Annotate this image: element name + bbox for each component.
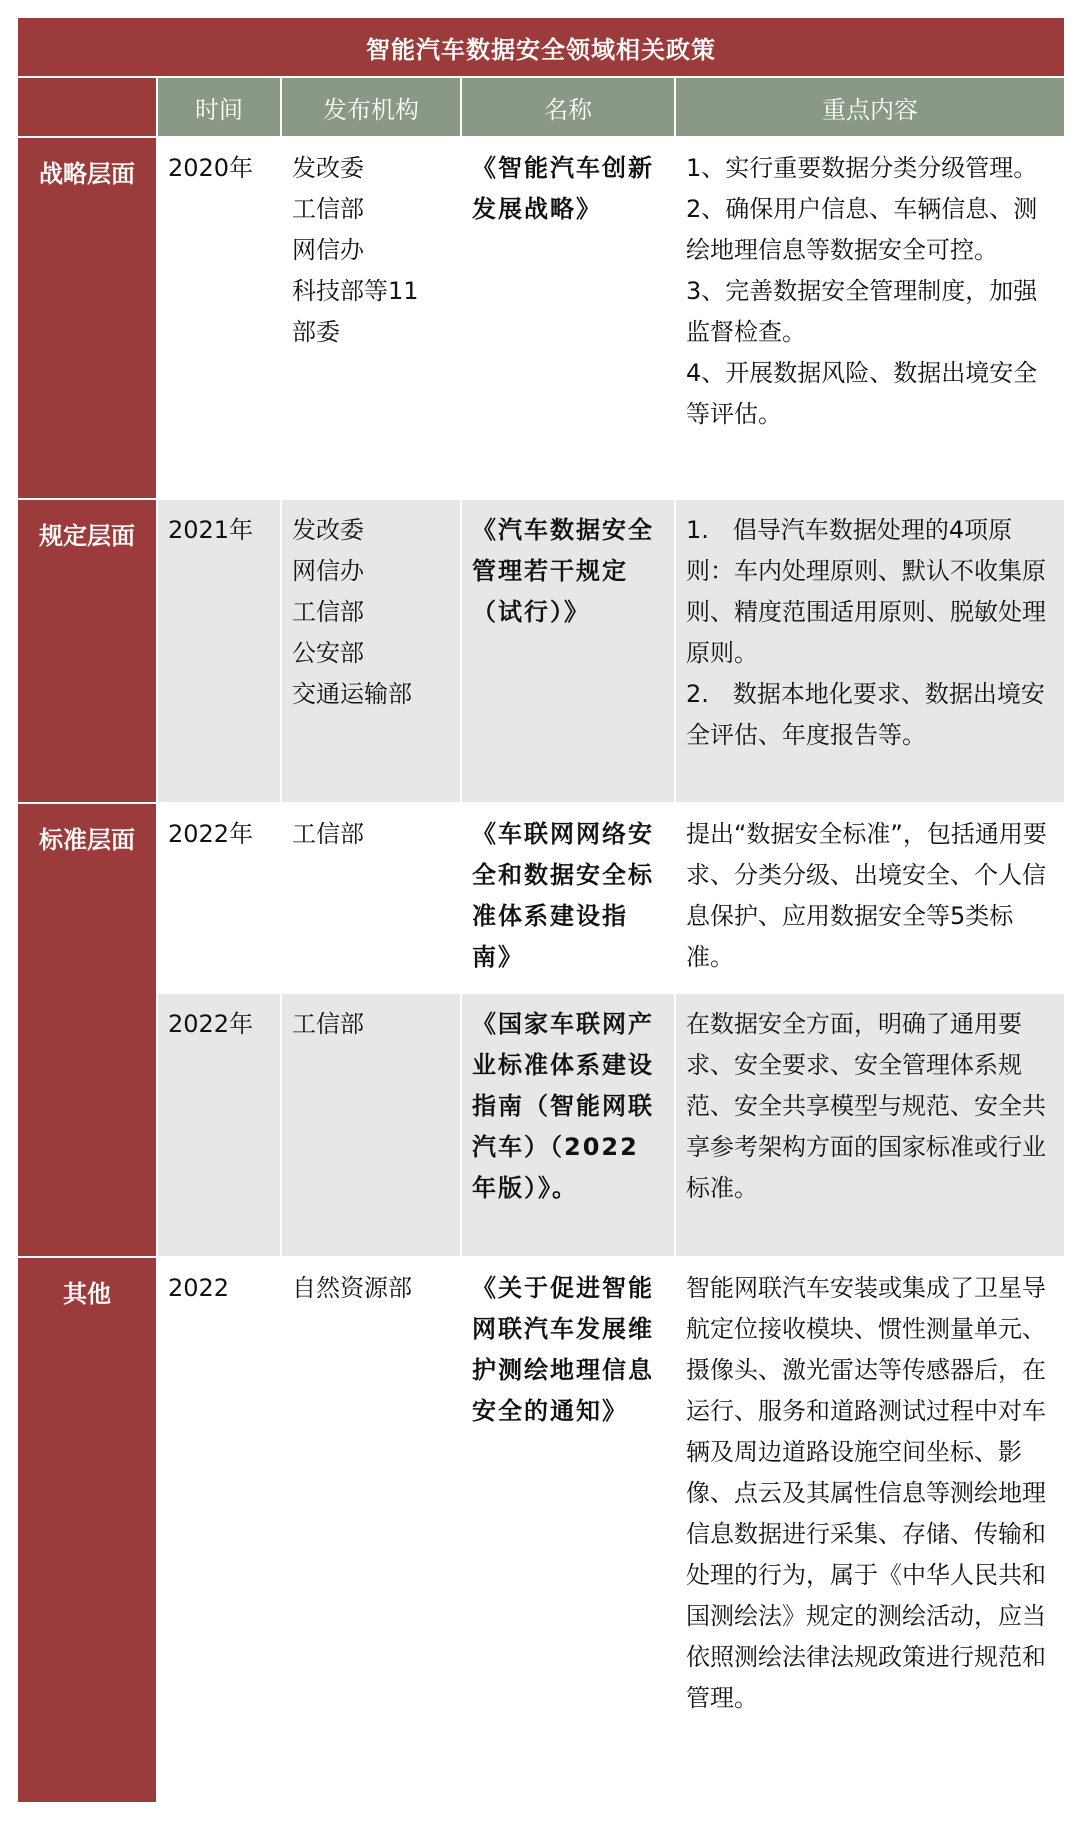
cell-org: [281, 993, 461, 1257]
category-regulation: 规定层面: [17, 499, 157, 803]
header-name: 名称: [461, 77, 675, 137]
org-line: 部委: [292, 318, 340, 346]
cell-name: 《关于促进智能网联汽车发展维护测绘地理信息安全的通知》: [461, 1257, 675, 1803]
cell-time: 2022年: [157, 803, 281, 993]
category-strategy: 战略层面: [17, 137, 157, 499]
cell-org: [281, 1257, 461, 1803]
table-title: 智能汽车数据安全领域相关政策: [17, 17, 1065, 77]
table-row-standard-2: [17, 993, 1065, 1257]
cell-name: 《汽车数据安全管理若干规定（试行）》: [461, 499, 675, 803]
cell-content: [675, 993, 1065, 1257]
content-line: 2、确保用户信息、车辆信息、测绘地理信息等数据安全可控。: [686, 195, 1038, 264]
org-line: 网信办: [292, 557, 364, 585]
content-line: 3、完善数据安全管理制度，加强监督检查。: [686, 277, 1038, 346]
policy-table: [16, 16, 1066, 1804]
content-line: 提出“数据安全标准”，包括通用要求、分类分级、出境安全、个人信息保护、应用数据安全等5类标准。: [686, 820, 1047, 971]
org-line: 发改委: [292, 154, 364, 182]
content-line: 智能网联汽车安装或集成了卫星导航定位接收模块、惯性测量单元、摄像头、激光雷达等传感器后，在运行、服务和道路测试过程中对车辆及周边道路设施空间坐标、影像、点云及其属性信息等测绘地理信息数据进行采集、存储、传输和处理的行为，属于《中华人民共和国测绘法》规定的测绘活动，应当依照测绘法律法规政策进行规范和管理。: [686, 1274, 1046, 1712]
cell-time: 2020年: [157, 137, 281, 499]
cell-content: [675, 137, 1065, 499]
table-row-standard-1: [17, 803, 1065, 993]
org-line: 工信部: [292, 598, 364, 626]
cell-content: [675, 1257, 1065, 1803]
org-line: 网信办: [292, 236, 364, 264]
org-line: 自然资源部: [292, 1274, 412, 1302]
org-line: 发改委: [292, 516, 364, 544]
header-blank-cell: [17, 77, 157, 137]
content-line: 4、开展数据风险、数据出境安全等评估。: [686, 359, 1038, 428]
cell-name: 《智能汽车创新发展战略》: [461, 137, 675, 499]
table-row-other: [17, 1257, 1065, 1803]
content-line: 1、实行重要数据分类分级管理。: [686, 154, 1038, 182]
policy-table-wrapper: [16, 16, 1064, 1804]
header-row: [17, 77, 1065, 137]
org-line: 工信部: [292, 820, 364, 848]
cell-time: 2021年: [157, 499, 281, 803]
header-time: 时间: [157, 77, 281, 137]
org-line: 工信部: [292, 195, 364, 223]
content-line: 在数据安全方面，明确了通用要求、安全要求、安全管理体系规范、安全共享模型与规范、安全共享参考架构方面的国家标准或行业标准。: [686, 1010, 1046, 1202]
cell-org: [281, 803, 461, 993]
header-content: 重点内容: [675, 77, 1065, 137]
org-line: 公安部: [292, 639, 364, 667]
cell-time: 2022: [157, 1257, 281, 1803]
cell-content: [675, 803, 1065, 993]
cell-org: [281, 137, 461, 499]
cell-time: 2022年: [157, 993, 281, 1257]
table-row-strategy: [17, 137, 1065, 499]
title-row: [17, 17, 1065, 77]
category-other: 其他: [17, 1257, 157, 1803]
org-line: 交通运输部: [292, 680, 412, 708]
cell-name: 《车联网网络安全和数据安全标准体系建设指南》: [461, 803, 675, 993]
org-line: 工信部: [292, 1010, 364, 1038]
content-line: 2. 数据本地化要求、数据出境安全评估、年度报告等。: [686, 680, 1045, 749]
table-row-regulation: [17, 499, 1065, 803]
cell-content: [675, 499, 1065, 803]
org-line: 科技部等11: [292, 277, 419, 305]
cell-org: [281, 499, 461, 803]
content-line: 1. 倡导汽车数据处理的4项原则：车内处理原则、默认不收集原则、精度范围适用原则、脱敏处理原则。: [686, 516, 1046, 667]
category-standard: 标准层面: [17, 803, 157, 1257]
header-org: 发布机构: [281, 77, 461, 137]
cell-name: 《国家车联网产业标准体系建设指南（智能网联汽车）（2022年版）》。: [461, 993, 675, 1257]
